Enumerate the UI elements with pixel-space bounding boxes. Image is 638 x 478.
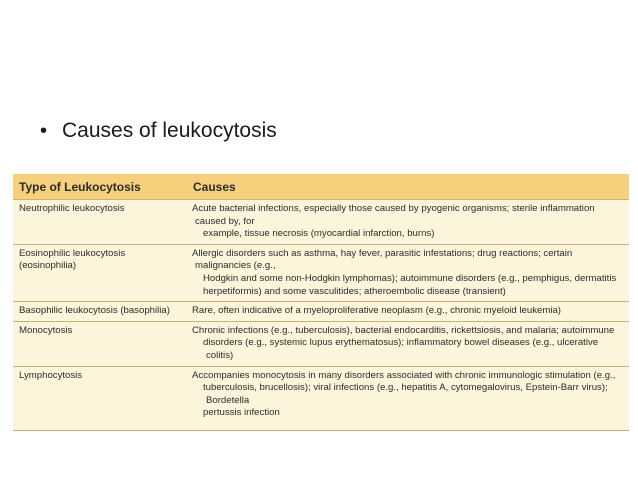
table-row bbox=[13, 321, 629, 366]
row-cause bbox=[187, 321, 629, 366]
causes-table bbox=[13, 174, 629, 430]
row-cause bbox=[187, 244, 629, 301]
row-cause bbox=[187, 302, 629, 322]
cause-line: example, tissue necrosis (myocardial infarction, burns) bbox=[203, 228, 435, 240]
cause-line: disorders (e.g., systemic lupus erythematosus); inflammatory bowel diseases (e.g., ulcerative colitis) bbox=[203, 337, 599, 361]
cause-line: Accompanies monocytosis in many disorders associated with chronic immunologic stimulation (e.g., bbox=[192, 369, 616, 381]
table-row bbox=[13, 302, 629, 322]
cause-line: pertussis infection bbox=[203, 407, 280, 419]
row-type: Lymphocytosis bbox=[13, 366, 187, 430]
table-header-row bbox=[13, 174, 629, 200]
table-row bbox=[13, 244, 629, 301]
leukocytosis-table bbox=[13, 174, 629, 431]
table-bottom-rule bbox=[13, 430, 629, 431]
row-cause bbox=[187, 366, 629, 430]
row-type: Monocytosis bbox=[13, 321, 187, 366]
cause-line: Acute bacterial infections, especially those caused by pyogenic organisms; sterile inflammation caused by, for bbox=[192, 203, 595, 227]
cause-line: herpetiformis) and some vasculitides; atheroembolic disease (transient) bbox=[203, 285, 506, 297]
header-type: Type of Leukocytosis bbox=[13, 174, 187, 200]
bullet-icon: • bbox=[40, 120, 48, 142]
table-row bbox=[13, 366, 629, 430]
header-causes: Causes bbox=[187, 174, 629, 200]
table-row bbox=[13, 200, 629, 245]
cause-line: Hodgkin and some non-Hodgkin lymphomas); autoimmune disorders (e.g., pemphigus, dermatitis bbox=[203, 272, 617, 284]
slide-heading bbox=[40, 119, 277, 143]
row-cause bbox=[187, 200, 629, 245]
row-type: Basophilic leukocytosis (basophilia) bbox=[13, 302, 187, 322]
cause-line: Rare, often indicative of a myeloproliferative neoplasm (e.g., chronic myeloid leukemia) bbox=[192, 305, 561, 317]
row-type: Neutrophilic leukocytosis bbox=[13, 200, 187, 245]
cause-line: Chronic infections (e.g., tuberculosis), bacterial endocarditis, rickettsiosis, and malaria; autoimmune bbox=[192, 324, 615, 336]
slide-heading-text: Causes of leukocytosis bbox=[62, 119, 277, 142]
row-type: Eosinophilic leukocytosis (eosinophilia) bbox=[13, 244, 187, 301]
cause-line: tuberculosis, brucellosis); viral infections (e.g., hepatitis A, cytomegalovirus, Epstein-Barr virus); Bordetella bbox=[203, 382, 608, 406]
cause-line: Allergic disorders such as asthma, hay fever, parasitic infestations; drug reactions; certain malignancies (e.g., bbox=[192, 247, 573, 272]
